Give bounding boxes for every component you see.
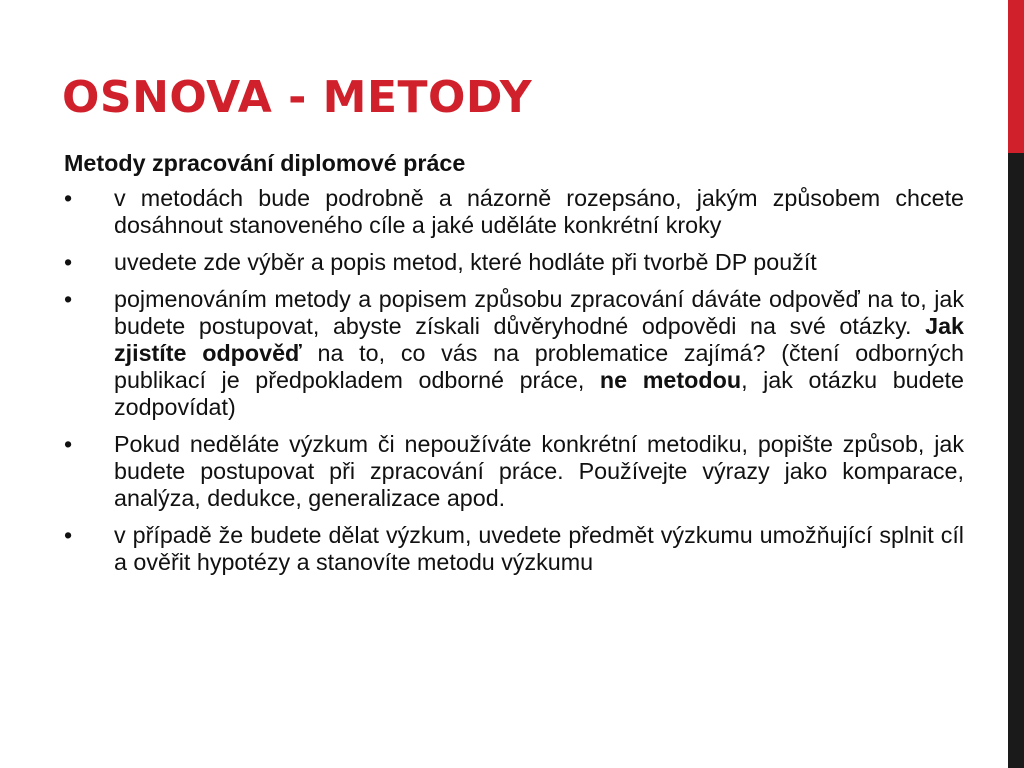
slide-content: [64, 150, 964, 586]
list-item: [64, 431, 964, 512]
list-item: [64, 249, 964, 276]
list-item-text: na to, co vás na problematice zajímá? (čtení odborných publikací je předpokladem odborné práce,: [114, 340, 964, 393]
accent-bar-black: [1008, 153, 1024, 768]
list-item: [64, 286, 964, 421]
subheading: Metody zpracování diplomové práce: [64, 150, 466, 176]
bullet-icon: •: [64, 522, 73, 548]
list-item-text: Pokud neděláte výzkum či nepoužíváte konkrétní metodiku, popište způsob, jak budete postupovat při zpracování práce. Používejte výrazy jako komparace, analýza, dedukce, generalizace apod.: [114, 431, 964, 511]
bullet-icon: •: [64, 431, 73, 457]
list-item-text: v případě že budete dělat výzkum, uvedete předmět výzkumu umožňující splnit cíl a ověřit hypotézy a stanovíte metodu výzkumu: [114, 522, 964, 575]
list-item-text: v metodách bude podrobně a názorně rozepsáno, jakým způsobem chcete dosáhnout stanoveného cíle a jaké uděláte konkrétní kroky: [114, 185, 964, 238]
list-item: [64, 522, 964, 576]
list-item-emphasis: ne metodou: [599, 367, 742, 393]
bullet-icon: •: [64, 185, 73, 211]
list-item: [64, 185, 964, 239]
list-item-emphasis: Jak zjistíte odpověď: [114, 313, 964, 366]
accent-bar-red: [1008, 0, 1024, 153]
bullet-icon: •: [64, 286, 73, 312]
bullet-list: [64, 185, 964, 576]
list-item-text: pojmenováním metody a popisem způsobu zpracování dáváte odpověď na to, jak budete postupovat, abyste získali důvěryhodné odpovědi na své otázky.: [114, 286, 964, 339]
bullet-icon: •: [64, 249, 73, 275]
list-item-text: , jak otázku budete zodpovídat): [114, 367, 964, 420]
slide-title: OSNOVA - METODY: [62, 72, 533, 123]
list-item-text: uvedete zde výběr a popis metod, které hodláte při tvorbě DP použít: [114, 249, 817, 275]
